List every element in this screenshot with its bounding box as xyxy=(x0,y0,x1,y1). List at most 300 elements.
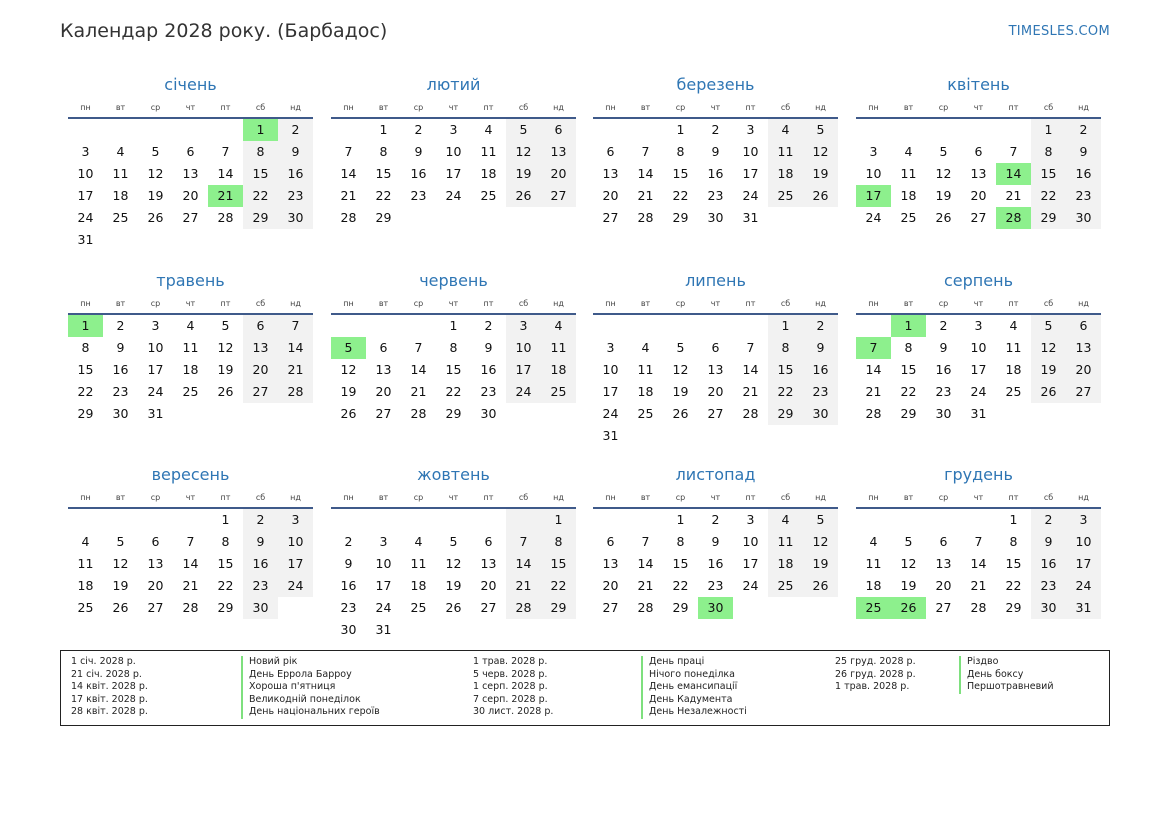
empty-cell xyxy=(436,509,471,531)
day-cell: 10 xyxy=(375,556,392,571)
holiday-day: 1 xyxy=(891,315,926,337)
day-cell: 7 xyxy=(278,315,313,337)
holiday-day: 5 xyxy=(331,337,366,359)
day-cell: 16 xyxy=(278,163,313,185)
day-cell: 8 xyxy=(81,340,90,355)
weekday-label: нд xyxy=(553,103,564,112)
day-cell: 31 xyxy=(375,622,392,637)
day-cell: 18 xyxy=(637,384,654,399)
day-cell: 26 xyxy=(506,185,541,207)
day-cell: 9 xyxy=(1066,141,1101,163)
day-cell: 29 xyxy=(217,600,234,615)
day-cell: 27 xyxy=(182,210,199,225)
weekday-label: чт xyxy=(710,299,721,308)
day-cell: 18 xyxy=(768,553,803,575)
day-cell: 5 xyxy=(506,119,541,141)
day-cell: 19 xyxy=(340,384,357,399)
day-cell: 27 xyxy=(480,600,497,615)
day-cell: 18 xyxy=(1005,362,1022,377)
weekday-label: пн xyxy=(80,299,91,308)
weekday-label: нд xyxy=(553,299,564,308)
weekday-label: чт xyxy=(973,493,984,502)
day-cell: 19 xyxy=(900,578,917,593)
day-grid xyxy=(593,509,838,619)
day-cell: 26 xyxy=(1031,381,1066,403)
day-cell: 30 xyxy=(243,597,278,619)
day-cell: 17 xyxy=(77,188,94,203)
day-grid xyxy=(856,509,1101,619)
day-cell: 24 xyxy=(602,406,619,421)
empty-cell xyxy=(856,119,891,141)
day-cell: 20 xyxy=(480,578,497,593)
day-grid xyxy=(68,509,313,619)
legend-holiday-name: Великодній понеділок xyxy=(241,694,380,707)
day-cell: 22 xyxy=(77,384,94,399)
weekday-label: нд xyxy=(815,299,826,308)
day-cell: 11 xyxy=(1005,340,1022,355)
empty-cell xyxy=(103,119,138,141)
day-cell: 15 xyxy=(1005,556,1022,571)
day-cell: 10 xyxy=(506,337,541,359)
empty-cell xyxy=(628,119,663,141)
day-cell: 21 xyxy=(340,188,357,203)
day-cell: 10 xyxy=(278,531,313,553)
day-cell: 21 xyxy=(637,188,654,203)
empty-cell xyxy=(68,509,103,531)
day-cell: 8 xyxy=(243,141,278,163)
legend-date: 1 трав. 2028 р. xyxy=(835,681,910,693)
month-name: червень xyxy=(419,271,488,290)
day-cell: 26 xyxy=(445,600,462,615)
weekday-label: ср xyxy=(938,299,949,308)
day-cell: 14 xyxy=(742,362,759,377)
day-cell: 13 xyxy=(602,556,619,571)
month-name: серпень xyxy=(944,271,1013,290)
empty-cell xyxy=(401,315,436,337)
day-cell: 5 xyxy=(449,534,458,549)
day-cell: 21 xyxy=(1005,188,1022,203)
month-name: березень xyxy=(676,75,755,94)
day-cell: 15 xyxy=(672,166,689,181)
day-cell: 29 xyxy=(1005,600,1022,615)
empty-cell xyxy=(856,315,891,337)
day-cell: 17 xyxy=(1066,553,1101,575)
weekday-label: ср xyxy=(150,103,161,112)
day-cell: 9 xyxy=(1031,531,1066,553)
weekday-label: вт xyxy=(640,493,651,502)
day-cell: 26 xyxy=(803,575,838,597)
day-cell: 27 xyxy=(707,406,724,421)
weekday-label: чт xyxy=(710,493,721,502)
day-cell: 9 xyxy=(711,144,720,159)
day-cell: 11 xyxy=(637,362,654,377)
weekday-label: пн xyxy=(343,103,354,112)
weekday-label: пн xyxy=(868,299,879,308)
day-cell: 22 xyxy=(672,578,689,593)
month-name: липень xyxy=(685,271,746,290)
empty-cell xyxy=(103,509,138,531)
day-cell: 14 xyxy=(278,337,313,359)
holiday-legend xyxy=(60,650,1110,726)
day-cell: 13 xyxy=(375,362,392,377)
day-cell: 19 xyxy=(803,163,838,185)
day-cell: 8 xyxy=(221,534,230,549)
day-cell: 4 xyxy=(768,119,803,141)
legend-date: 17 квіт. 2028 р. xyxy=(71,693,148,705)
weekday-label: сб xyxy=(255,299,266,308)
day-cell: 18 xyxy=(865,578,882,593)
day-cell: 27 xyxy=(602,210,619,225)
day-cell: 13 xyxy=(602,166,619,181)
holiday-day: 17 xyxy=(856,185,891,207)
empty-cell xyxy=(401,509,436,531)
day-cell: 29 xyxy=(445,406,462,421)
empty-cell xyxy=(628,315,663,337)
day-cell: 30 xyxy=(1066,207,1101,229)
day-cell: 16 xyxy=(707,556,724,571)
legend-col3-names xyxy=(959,656,1054,694)
day-cell: 2 xyxy=(344,534,353,549)
day-cell: 30 xyxy=(480,406,497,421)
day-cell: 11 xyxy=(77,556,94,571)
day-cell: 12 xyxy=(803,531,838,553)
weekday-label: пн xyxy=(80,103,91,112)
day-cell: 25 xyxy=(480,188,497,203)
weekday-label: сб xyxy=(518,299,529,308)
day-cell: 4 xyxy=(641,340,650,355)
legend-col3-dates xyxy=(835,656,916,694)
day-cell: 23 xyxy=(340,600,357,615)
weekday-label: ср xyxy=(675,299,686,308)
day-cell: 28 xyxy=(970,600,987,615)
day-cell: 24 xyxy=(445,188,462,203)
day-cell: 11 xyxy=(900,166,917,181)
day-cell: 18 xyxy=(112,188,129,203)
day-cell: 5 xyxy=(803,509,838,531)
day-cell: 16 xyxy=(340,578,357,593)
day-cell: 25 xyxy=(541,381,576,403)
empty-cell xyxy=(961,509,996,531)
legend-holiday-name: Новий рік xyxy=(241,656,380,669)
day-cell: 31 xyxy=(970,406,987,421)
day-cell: 6 xyxy=(484,534,493,549)
empty-cell xyxy=(208,119,243,141)
day-cell: 1 xyxy=(676,512,685,527)
month-11 xyxy=(593,464,838,615)
day-cell: 8 xyxy=(449,340,458,355)
day-cell: 23 xyxy=(1066,185,1101,207)
day-grid xyxy=(593,119,838,229)
day-cell: 17 xyxy=(375,578,392,593)
day-cell: 23 xyxy=(480,384,497,399)
weekday-label: чт xyxy=(448,299,459,308)
day-cell: 7 xyxy=(641,534,650,549)
empty-cell xyxy=(331,315,366,337)
empty-cell xyxy=(506,509,541,531)
day-cell: 5 xyxy=(676,340,685,355)
day-cell: 24 xyxy=(742,578,759,593)
day-cell: 2 xyxy=(116,318,125,333)
day-cell: 3 xyxy=(1066,509,1101,531)
empty-cell xyxy=(471,509,506,531)
day-cell: 15 xyxy=(768,359,803,381)
weekday-label: сб xyxy=(1043,103,1054,112)
day-cell: 28 xyxy=(637,600,654,615)
holiday-day: 26 xyxy=(891,597,926,619)
day-cell: 23 xyxy=(410,188,427,203)
weekday-label: пт xyxy=(220,103,231,112)
empty-cell xyxy=(331,119,366,141)
weekday-label: вт xyxy=(378,103,389,112)
day-cell: 8 xyxy=(768,337,803,359)
weekday-label: ср xyxy=(938,493,949,502)
weekday-label: нд xyxy=(815,493,826,502)
day-cell: 19 xyxy=(803,553,838,575)
day-cell: 23 xyxy=(707,578,724,593)
day-cell: 13 xyxy=(480,556,497,571)
empty-cell xyxy=(593,119,628,141)
day-cell: 29 xyxy=(672,210,689,225)
day-cell: 1 xyxy=(1031,119,1066,141)
day-cell: 10 xyxy=(865,166,882,181)
weekday-label: пн xyxy=(868,103,879,112)
day-cell: 17 xyxy=(278,553,313,575)
holiday-day: 14 xyxy=(996,163,1031,185)
month-10 xyxy=(331,464,576,637)
legend-holiday-name: День Кадумента xyxy=(641,694,747,707)
weekday-label: пт xyxy=(1008,299,1019,308)
day-cell: 19 xyxy=(935,188,952,203)
weekday-label: ср xyxy=(675,493,686,502)
day-cell: 14 xyxy=(970,556,987,571)
day-cell: 27 xyxy=(970,210,987,225)
day-cell: 14 xyxy=(217,166,234,181)
weekday-label: пт xyxy=(483,493,494,502)
day-cell: 20 xyxy=(1066,359,1101,381)
day-cell: 18 xyxy=(768,163,803,185)
day-cell: 22 xyxy=(1005,578,1022,593)
weekday-label: вт xyxy=(378,493,389,502)
legend-date: 14 квіт. 2028 р. xyxy=(71,681,148,693)
day-cell: 7 xyxy=(414,340,423,355)
day-cell: 11 xyxy=(768,531,803,553)
weekday-label: нд xyxy=(553,493,564,502)
day-cell: 7 xyxy=(746,340,755,355)
legend-holiday-name: День національних героїв xyxy=(241,706,380,719)
month-2 xyxy=(331,74,576,225)
day-cell: 31 xyxy=(602,428,619,443)
day-cell: 8 xyxy=(676,534,685,549)
day-cell: 10 xyxy=(77,166,94,181)
month-name: вересень xyxy=(151,465,230,484)
day-cell: 2 xyxy=(414,122,423,137)
day-cell: 6 xyxy=(151,534,160,549)
empty-cell xyxy=(891,119,926,141)
weekday-label: сб xyxy=(780,493,791,502)
day-cell: 29 xyxy=(541,597,576,619)
day-cell: 17 xyxy=(602,384,619,399)
empty-cell xyxy=(173,119,208,141)
day-cell: 18 xyxy=(541,359,576,381)
weekday-label: пт xyxy=(220,299,231,308)
legend-holiday-name: Нічого понеділка xyxy=(641,669,747,682)
day-cell: 28 xyxy=(217,210,234,225)
day-cell: 4 xyxy=(904,144,913,159)
day-cell: 12 xyxy=(217,340,234,355)
day-cell: 10 xyxy=(742,534,759,549)
day-cell: 3 xyxy=(869,144,878,159)
day-cell: 1 xyxy=(449,318,458,333)
day-cell: 13 xyxy=(243,337,278,359)
day-cell: 23 xyxy=(112,384,129,399)
weekday-label: чт xyxy=(710,103,721,112)
day-cell: 3 xyxy=(379,534,388,549)
weekday-label: пн xyxy=(868,493,879,502)
day-cell: 25 xyxy=(900,210,917,225)
empty-cell xyxy=(891,509,926,531)
day-cell: 12 xyxy=(112,556,129,571)
day-cell: 19 xyxy=(672,384,689,399)
day-cell: 16 xyxy=(707,166,724,181)
day-cell: 12 xyxy=(147,166,164,181)
day-cell: 25 xyxy=(182,384,199,399)
legend-holiday-name: День боксу xyxy=(959,669,1054,682)
legend-holiday-name: Різдво xyxy=(959,656,1054,669)
day-cell: 30 xyxy=(112,406,129,421)
day-cell: 9 xyxy=(414,144,423,159)
day-cell: 11 xyxy=(182,340,199,355)
weekday-label: пт xyxy=(483,299,494,308)
month-name: листопад xyxy=(675,465,756,484)
day-cell: 6 xyxy=(711,340,720,355)
weekday-label: нд xyxy=(1078,493,1089,502)
holiday-day: 28 xyxy=(996,207,1031,229)
empty-cell xyxy=(593,315,628,337)
legend-date: 28 квіт. 2028 р. xyxy=(71,706,148,718)
legend-col2-dates xyxy=(473,656,553,719)
day-cell: 9 xyxy=(344,556,353,571)
day-cell: 21 xyxy=(742,384,759,399)
day-cell: 15 xyxy=(243,163,278,185)
holiday-day: 21 xyxy=(208,185,243,207)
day-cell: 24 xyxy=(77,210,94,225)
day-cell: 12 xyxy=(1031,337,1066,359)
weekday-label: ср xyxy=(938,103,949,112)
day-cell: 25 xyxy=(410,600,427,615)
weekday-label: нд xyxy=(290,493,301,502)
day-cell: 25 xyxy=(77,600,94,615)
day-cell: 27 xyxy=(147,600,164,615)
weekday-label: пн xyxy=(80,493,91,502)
day-cell: 29 xyxy=(1031,207,1066,229)
day-cell: 16 xyxy=(1066,163,1101,185)
legend-holiday-name: День праці xyxy=(641,656,747,669)
day-cell: 2 xyxy=(1066,119,1101,141)
day-cell: 5 xyxy=(151,144,160,159)
day-cell: 6 xyxy=(974,144,983,159)
empty-cell xyxy=(961,119,996,141)
day-cell: 7 xyxy=(221,144,230,159)
weekday-label: сб xyxy=(518,103,529,112)
day-cell: 9 xyxy=(484,340,493,355)
month-4 xyxy=(856,74,1101,225)
day-cell: 28 xyxy=(340,210,357,225)
day-cell: 30 xyxy=(278,207,313,229)
day-cell: 30 xyxy=(803,403,838,425)
day-grid xyxy=(856,119,1101,229)
day-cell: 11 xyxy=(865,556,882,571)
weekday-label: ср xyxy=(150,493,161,502)
day-cell: 12 xyxy=(803,141,838,163)
day-cell: 2 xyxy=(711,512,720,527)
day-cell: 15 xyxy=(672,556,689,571)
day-cell: 23 xyxy=(707,188,724,203)
day-cell: 4 xyxy=(1009,318,1018,333)
empty-cell xyxy=(366,315,401,337)
day-cell: 4 xyxy=(81,534,90,549)
day-cell: 17 xyxy=(147,362,164,377)
day-cell: 11 xyxy=(410,556,427,571)
day-cell: 25 xyxy=(768,185,803,207)
day-cell: 10 xyxy=(602,362,619,377)
day-cell: 9 xyxy=(939,340,948,355)
day-cell: 26 xyxy=(112,600,129,615)
day-cell: 9 xyxy=(711,534,720,549)
month-name: січень xyxy=(164,75,217,94)
day-cell: 16 xyxy=(1031,553,1066,575)
month-name: грудень xyxy=(944,465,1013,484)
day-cell: 14 xyxy=(182,556,199,571)
day-cell: 18 xyxy=(480,166,497,181)
empty-cell xyxy=(663,315,698,337)
day-cell: 18 xyxy=(77,578,94,593)
day-cell: 28 xyxy=(278,381,313,403)
day-cell: 27 xyxy=(1066,381,1101,403)
brand-link[interactable]: TIMESLES.COM xyxy=(1008,24,1110,39)
legend-date: 21 січ. 2028 р. xyxy=(71,668,142,680)
weekday-label: сб xyxy=(1043,299,1054,308)
day-cell: 3 xyxy=(746,122,755,137)
month-name: жовтень xyxy=(417,465,490,484)
weekday-label: сб xyxy=(255,103,266,112)
month-3 xyxy=(593,74,838,225)
day-cell: 3 xyxy=(506,315,541,337)
day-cell: 15 xyxy=(445,362,462,377)
weekday-label: чт xyxy=(448,103,459,112)
empty-cell xyxy=(733,315,768,337)
weekday-label: пн xyxy=(605,493,616,502)
legend-holiday-name: Першотравневий xyxy=(959,681,1054,694)
day-cell: 2 xyxy=(484,318,493,333)
day-cell: 27 xyxy=(243,381,278,403)
legend-date: 1 січ. 2028 р. xyxy=(71,656,136,667)
month-name: лютий xyxy=(426,75,481,94)
weekday-label: пн xyxy=(343,299,354,308)
day-cell: 26 xyxy=(672,406,689,421)
day-cell: 21 xyxy=(182,578,199,593)
day-cell: 31 xyxy=(147,406,164,421)
day-cell: 29 xyxy=(77,406,94,421)
day-cell: 6 xyxy=(606,534,615,549)
day-cell: 1 xyxy=(676,122,685,137)
legend-date: 26 груд. 2028 р. xyxy=(835,668,916,680)
empty-cell xyxy=(173,509,208,531)
day-cell: 28 xyxy=(410,406,427,421)
weekday-label: нд xyxy=(1078,103,1089,112)
day-cell: 29 xyxy=(375,210,392,225)
day-cell: 21 xyxy=(865,384,882,399)
day-cell: 15 xyxy=(900,362,917,377)
